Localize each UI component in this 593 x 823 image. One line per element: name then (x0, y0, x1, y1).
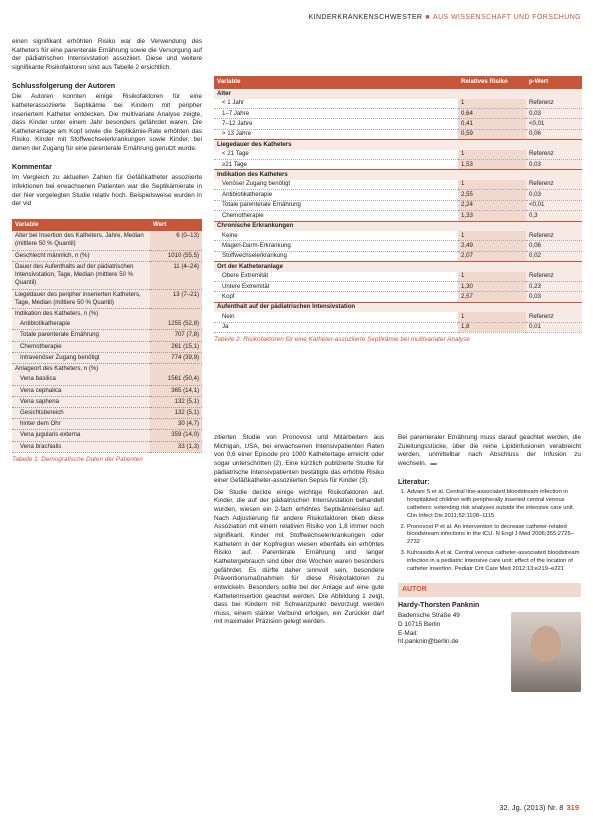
table-row (214, 322, 582, 332)
t2-cell-variable: Chemotherapie (214, 211, 458, 221)
t2-cell-p: 0,03 (526, 160, 582, 170)
author-box (398, 583, 581, 692)
intro-paragraph: einen signifikant erhöhten Risiko war die Verwendung des Katheters für eine parenterale Ernährung sowie die Versorgung auf der pädiatrischen Intensivstation assoziiert. Diese und weitere signifikante Risikofaktoren sind aus Tabelle 2 ersichtlich. (12, 38, 202, 71)
t2-cell-rr: 2,49 (458, 241, 526, 251)
t2-cell-p: <0,01 (526, 119, 582, 129)
journal-name: KINDERKRANKENSCHWESTER (308, 14, 423, 21)
risk-factor-table (214, 76, 582, 333)
t2-cell-variable: Liegedauer des Katheters (214, 140, 458, 150)
t2-cell-rr: 1,8 (458, 322, 526, 332)
t2-cell-rr: 1 (458, 180, 526, 190)
t2-head-p: p-Wert (526, 76, 582, 89)
t2-cell-variable: Ort der Katheteranlage (214, 262, 458, 272)
t1-cell-value: 30 (4,7) (150, 419, 202, 430)
t1-cell-value: 359 (14,0) (150, 430, 202, 441)
table-row (12, 385, 202, 396)
t2-cell-p: <0,01 (526, 200, 582, 210)
t2-cell-p: 0,03 (526, 292, 582, 302)
t2-cell-p: 0,03 (526, 190, 582, 200)
table-row (12, 309, 202, 320)
t2-cell-p: 0,03 (526, 109, 582, 119)
t1-cell-value (150, 309, 202, 320)
t2-cell-variable: Magen-Darm-Erkrankung (214, 241, 458, 251)
t1-cell-variable: Alter bei Insertion des Katheters, Jahre, Median (mittlere 50 % Quantil) (12, 231, 150, 250)
t1-cell-variable: Anlageort des Katheters, n (%) (12, 364, 150, 375)
t2-cell-rr (458, 221, 526, 231)
t2-cell-p: 0,06 (526, 241, 582, 251)
table-row (12, 231, 202, 250)
t2-cell-p: 0,3 (526, 211, 582, 221)
table-row (214, 180, 582, 190)
t1-cell-value: 132 (5,1) (150, 396, 202, 407)
t1-cell-variable: Vena cephalica (12, 385, 150, 396)
table-row (12, 441, 202, 452)
author-address: Badensche Straße 49 D 10715 Berlin E-Mail: ht.panknin@berlin.de (398, 612, 460, 646)
t2-cell-rr: 1,33 (458, 211, 526, 221)
t1-head-variable: Variable (12, 219, 150, 231)
table-row (12, 430, 202, 441)
t2-cell-variable: Alter (214, 89, 458, 99)
author-name: Hardy-Thorsten Panknin (398, 601, 480, 609)
table-row (214, 211, 582, 221)
t2-cell-variable: Untere Extremität (214, 281, 458, 291)
t2-cell-p: Referenz (526, 272, 582, 282)
comment-heading: Kommentar (12, 161, 52, 171)
table1-caption: Tabelle 1: Demografische Daten der Patienten (12, 455, 143, 463)
t1-cell-variable: Vena basilica (12, 374, 150, 385)
reference-item: 1. Advani S et al. Central line-associated bloodstream infection in hospitalized children with peripherally inserted central venous catheters: extending risk analyses outside the intensive care unit. Clin Infect Dis 2011;52:1108–1115 (407, 489, 581, 520)
author-label: AUTOR (398, 583, 581, 596)
end-of-article-icon: ▬ (430, 459, 437, 467)
table-row (12, 407, 202, 418)
t1-cell-value: 1010 (55,5) (150, 250, 202, 261)
t2-cell-rr: 2,07 (458, 251, 526, 261)
t2-cell-p: 0,02 (526, 251, 582, 261)
reference-item: 2. Pronovost P et al. An intervention to decrease catheter-related bloodstream infections in the ICU. N Engl J Med 2006;355:2725–2732 (407, 524, 581, 547)
t2-cell-p: Referenz (526, 150, 582, 160)
t2-cell-p: Referenz (526, 231, 582, 241)
table-row (214, 281, 582, 291)
t2-cell-variable: Venöser Zugang benötigt (214, 180, 458, 190)
t1-cell-value (150, 364, 202, 375)
t2-cell-rr: 1 (458, 231, 526, 241)
divider-square-icon: ■ (425, 14, 430, 21)
column-middle (214, 434, 384, 630)
t2-cell-p: Referenz (526, 99, 582, 109)
running-header (309, 13, 581, 22)
table-row (12, 319, 202, 330)
t2-cell-rr (458, 89, 526, 99)
t2-cell-variable: Stoffwechselerkrankung (214, 251, 458, 261)
table-row (214, 109, 582, 119)
section-name: AUS WISSENSCHAFT UND FORSCHUNG (433, 14, 581, 21)
t2-cell-rr (458, 302, 526, 312)
t1-cell-value: 11 (4–24) (150, 261, 202, 289)
literature-heading: Literatur: (398, 476, 430, 486)
conclusion-paragraph: Die Autoren konnten einige Risikofaktoren für eine katheterassoziierte Septikämie bei Kindern mit peripher inseriertem Katheter entdecken. Die multivariate Analyse zeigte, dass Kinder unter einem Jahr besonders gefährdet waren. Die Katheteranlage am Kopf sowie die Septikämie-Rate erhöhten das Risiko. Kinder mit Stoffwechselerkrankungen sowie Kinder, bei denen der Zugang für eine parenterale Ernährung genutzt wurde. (12, 93, 202, 153)
table-row (12, 396, 202, 407)
table-row (214, 99, 582, 109)
table-row (12, 341, 202, 352)
t1-cell-value: 1561 (50,4) (150, 374, 202, 385)
table-row (12, 250, 202, 261)
table-row (214, 150, 582, 160)
t1-cell-variable: Geschlecht männlich, n (%) (12, 250, 150, 261)
t2-cell-variable: 7–12 Jahre (214, 119, 458, 129)
t2-cell-p: 0,01 (526, 322, 582, 332)
t1-cell-value: 261 (15,1) (150, 341, 202, 352)
t2-cell-p (526, 221, 582, 231)
t2-cell-rr: 0,59 (458, 129, 526, 139)
t2-cell-variable: Antibiotikatherapie (214, 190, 458, 200)
table-row (214, 231, 582, 241)
t2-cell-variable: Kopf (214, 292, 458, 302)
t2-cell-rr: 2,24 (458, 200, 526, 210)
t1-cell-value: 707 (7,8) (150, 330, 202, 341)
t1-cell-variable: Vena jugularis externa (12, 430, 150, 441)
t2-cell-p: Referenz (526, 180, 582, 190)
t2-cell-rr: 1,53 (458, 160, 526, 170)
t2-cell-rr: 1 (458, 99, 526, 109)
t1-cell-variable: Liegedauer des peripher inserierten Katheters, Tage, Median (mittlere 50 % Quantil) (12, 289, 150, 308)
table-row (214, 140, 582, 150)
table-row (12, 374, 202, 385)
t2-cell-p: Referenz (526, 312, 582, 322)
table-row (214, 190, 582, 200)
t1-cell-variable: Antibiotikatherapie (12, 319, 150, 330)
t1-cell-value: 33 (1,3) (150, 441, 202, 452)
t2-cell-variable: Totale parenterale Ernährung (214, 200, 458, 210)
table-row (214, 292, 582, 302)
t2-cell-variable: < 21 Tage (214, 150, 458, 160)
table-row (214, 251, 582, 261)
t2-cell-variable: Aufenthalt auf der pädiatrischen Intensivstation (214, 302, 458, 312)
table-row (214, 89, 582, 99)
t2-cell-rr: 1 (458, 272, 526, 282)
t2-cell-rr: 1,30 (458, 281, 526, 291)
table-row (214, 221, 582, 231)
table-row (12, 289, 202, 308)
t2-cell-variable: Keine (214, 231, 458, 241)
t1-cell-variable: hinter dem Ohr (12, 419, 150, 430)
t1-cell-value: 774 (39,9) (150, 352, 202, 363)
t2-cell-rr: 1 (458, 150, 526, 160)
t1-cell-value: 1255 (52,8) (150, 319, 202, 330)
table-row (214, 200, 582, 210)
t2-cell-p (526, 89, 582, 99)
page-footer (499, 803, 579, 813)
t1-cell-variable: Vena brachialis (12, 441, 150, 452)
t2-cell-p (526, 262, 582, 272)
t1-cell-variable: Vena saphena (12, 396, 150, 407)
t2-head-variable: Variable (214, 76, 458, 89)
table1-block (12, 219, 202, 464)
t2-cell-variable: Nein (214, 312, 458, 322)
t1-cell-value: 132 (5,1) (150, 407, 202, 418)
t2-cell-p (526, 140, 582, 150)
t1-cell-variable: Gesichtsbereich (12, 407, 150, 418)
table-row (12, 330, 202, 341)
table-row (214, 129, 582, 139)
column-left (12, 38, 202, 465)
table-row (214, 312, 582, 322)
author-photo (511, 612, 581, 692)
col2-paragraph-1: zitierten Studie von Pronovost und Mitarbeitern aus Michigan, USA, bei erwachsenen Intensivpatienten Raten von 0,6 einer Episode pro 1000 Kathetertage erreicht oder sogar unterschritten (2). Eine kürzlich publizierte Studie für pädiatrische Intensivpatienten bestätigte das erhöhte Risiko einer Gefäßkatheter-assoziierten Sepsis für Kinder (3). (214, 434, 384, 485)
literature-section (398, 477, 581, 574)
t1-cell-variable: Dauer des Aufenthalts auf der pädiatrischen Intensivstation, Tage, Median (mittlere 50 % Quantil) (12, 261, 150, 289)
comment-paragraph: Im Vergleich zu aktuellen Zahlen für Gefäßkatheter assoziierte Infektionen bei erwachsenen Patienten war die Septikämierate in der hier vorgelegten Studie relativ hoch. Beispielsweise wurden in der vid (12, 174, 202, 208)
author-email-link[interactable]: ht.panknin@berlin.de (398, 638, 459, 646)
t1-cell-variable: Indikation des Katheters, n (%) (12, 309, 150, 320)
t2-cell-p (526, 170, 582, 180)
col2-paragraph-2: Die Studie deckte einige wichtige Risikofaktoren auf. Kinder, die auf der pädiatrischen Intensivstation behandelt wurden, wiesen ein 2-fach erhöhtes Septikämierisiko auf. Nach Adjustierung für andere Risikofaktoren blieb diese Assoziation mit einem relativen Risiko von 1,8 immer noch signifikant. Kinder mit Stoffwechselerkrankungen oder Kathetern in der Kopfregion wiesen ebenfalls ein erhöhtes Risiko auf. Parenterale Ernährung und langer Kathetergebrauch sind über drei Wochen waren besonders gefährdet. Es dürfte daher sinnvoll sein, besondere Präventionsmaßnahmen für diese Risikofaktoren zu entwickeln. Besonders sollte bei der Anlage auf eine gute Katheterinsertion geachtet werden. Die Abbildung 1 zeigt, dass bei Kindern mit Schwanzpunkt bevorzugt werden muss, einem stärker Verbund erfolgen, ein Zurücker darf mit maximaler Präzision gelegt werden. (214, 488, 384, 626)
t1-cell-value: 365 (14,1) (150, 385, 202, 396)
t2-cell-variable: Indikation des Katheters (214, 170, 458, 180)
t2-cell-variable: < 1 Jahr (214, 99, 458, 109)
t2-cell-rr (458, 262, 526, 272)
table-row (12, 261, 202, 289)
table2-block (214, 76, 582, 345)
t1-cell-value: 13 (7–21) (150, 289, 202, 308)
t2-cell-variable: > 13 Jahre (214, 129, 458, 139)
t2-cell-variable: Ja (214, 322, 458, 332)
t2-cell-rr: 1 (458, 312, 526, 322)
table-row (12, 352, 202, 363)
t2-cell-variable: ≥21 Tage (214, 160, 458, 170)
t2-cell-variable: 1–7 Jahre (214, 109, 458, 119)
table2-caption: Tabelle 2: Risikofaktoren für eine Katheter-assoziierte Septikämie bei multivariater Analyse (214, 335, 470, 343)
t2-cell-rr: 0,64 (458, 109, 526, 119)
column-right (398, 434, 581, 692)
issue-info: 32. Jg. (2013) Nr. 8 (499, 802, 564, 812)
page-number: 319 (566, 802, 579, 812)
t1-cell-variable: Intravenöser Zugang benötigt (12, 352, 150, 363)
t2-cell-rr: 0,41 (458, 119, 526, 129)
t2-cell-variable: Obere Extremität (214, 272, 458, 282)
table-row (214, 170, 582, 180)
table-row (214, 302, 582, 312)
table-row (12, 419, 202, 430)
t1-cell-value: 6 (0–13) (150, 231, 202, 250)
table-row (214, 241, 582, 251)
t2-cell-rr (458, 170, 526, 180)
t2-cell-p (526, 302, 582, 312)
demographics-table (12, 219, 202, 453)
t2-cell-p: 0,06 (526, 129, 582, 139)
t1-cell-variable: Totale parenterale Ernährung (12, 330, 150, 341)
conclusion-heading: Schlussfolgerung der Autoren (12, 80, 116, 90)
col3-paragraph: Bei parenteraler Ernährung muss darauf geachtet werden, die Zuleitungsstücke, über die reine Lipidinfusionen verabreicht werden, unmittelbar nach Abschluss der Infusion zu wechseln. ▬ (398, 434, 581, 467)
t1-cell-variable: Chemotherapie (12, 341, 150, 352)
table-row (214, 262, 582, 272)
t2-cell-rr: 2,55 (458, 190, 526, 200)
t2-cell-rr: 2,57 (458, 292, 526, 302)
table-row (214, 160, 582, 170)
table-row (214, 119, 582, 129)
table-row (214, 272, 582, 282)
table-row (12, 364, 202, 375)
t2-cell-rr (458, 140, 526, 150)
t2-head-rr: Relatives Risiko (458, 76, 526, 89)
reference-item: 3. Kuhrasidis A et al. Central venous catheter-associated bloodstream infection in a pediatric intensive care unit: effect of the location of catheter insertion. Pediatr Crit Care Med 2012;13:e219–e221 (407, 550, 581, 573)
t2-cell-variable: Chronische Erkrankungen (214, 221, 458, 231)
t1-head-value: Wert (150, 219, 202, 231)
t2-cell-p: 0,23 (526, 281, 582, 291)
